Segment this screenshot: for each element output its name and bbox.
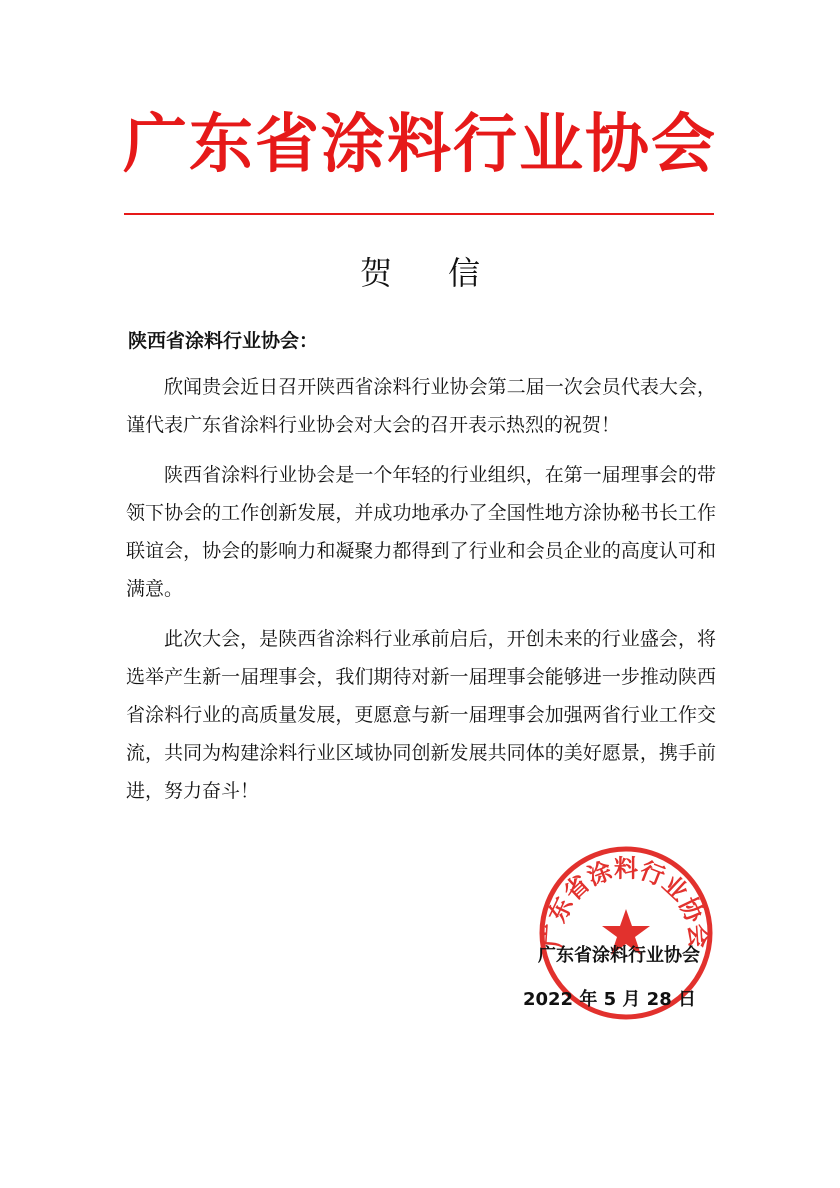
letterhead-divider bbox=[124, 213, 714, 215]
document-title: 贺信 bbox=[359, 254, 536, 292]
salutation: 陕西省涂料行业协会： bbox=[128, 330, 319, 352]
letter-body bbox=[126, 368, 716, 822]
paragraph-1: 欣闻贵会近日召开陕西省涂料行业协会第二届一次会员代表大会， 谨代表广东省涂料行业协会对大会的召开表示热烈的祝贺！ bbox=[126, 376, 716, 436]
letterhead-title: 广东省涂料行业协会 bbox=[123, 108, 717, 182]
paragraph-2: 陕西省涂料行业协会是一个年轻的行业组织，在第一届理事会的带领下协会的工作创新发展，并成功地承办了全国性地方涂协秘书长工作联谊会，协会的影响力和凝聚力都得到了行业和会员企业的高度认可和满意。 bbox=[126, 464, 716, 600]
seal-text: 广东省涂料行业协会 bbox=[539, 854, 713, 949]
paragraph-3: 此次大会，是陕西省涂料行业承前启后，开创未来的行业盛会，将选举产生新一届理事会，我们期待对新一届理事会能够进一步推动陕西省涂料行业的高质量发展，更愿意与新一届理事会加强两省行业工作交流，共同为构建涂料行业区域协同创新发展共同体的美好愿景，携手前进，努力奋斗！ bbox=[126, 628, 716, 802]
signature-date: 2022 年 5 月 28 日 bbox=[522, 989, 696, 1010]
signature-organization: 广东省涂料行业协会 bbox=[538, 945, 700, 966]
